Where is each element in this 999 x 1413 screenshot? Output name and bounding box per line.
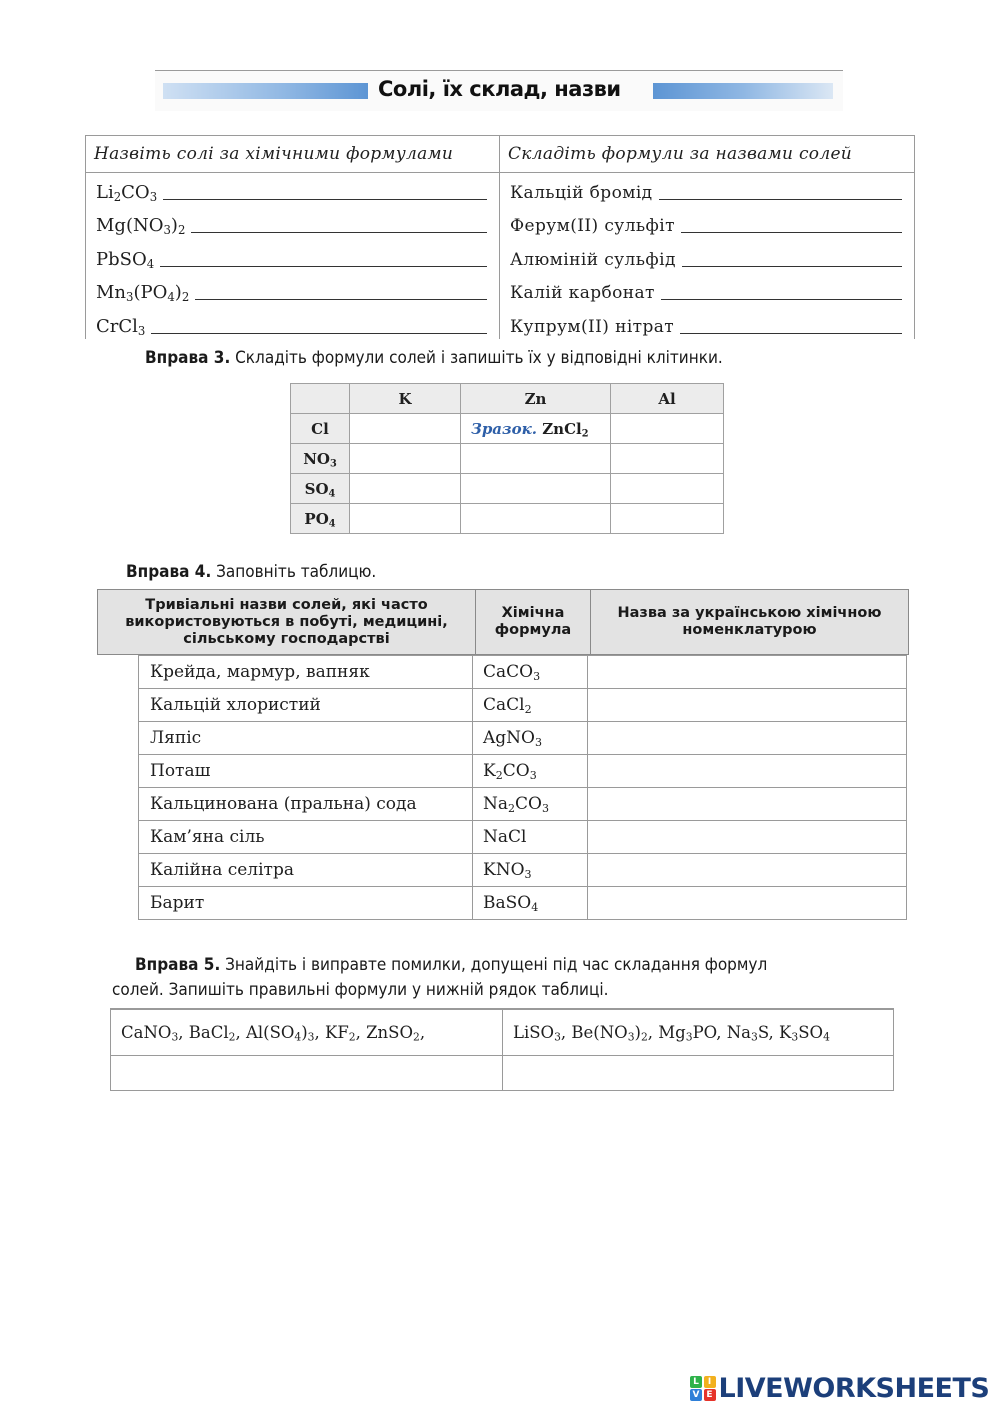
- header-trivial-names: Тривіальні назви солей, які часто використовуються в побуті, медицині, сільському господарстві: [98, 590, 476, 654]
- logo-tile: V: [690, 1389, 702, 1401]
- grid-header-row: [291, 384, 724, 414]
- answer-line[interactable]: [151, 333, 487, 334]
- answer-cell[interactable]: [611, 414, 724, 444]
- salt-name-label: Алюміній сульфід: [510, 249, 676, 270]
- formula-row: [86, 274, 499, 308]
- table-row: [139, 656, 907, 689]
- header-formula: Хімічна формула: [476, 590, 591, 654]
- salt-name-label: Купрум(II) нітрат: [510, 316, 675, 337]
- salt-name-label: Ферум(II) сульфіт: [510, 216, 675, 236]
- answer-cell[interactable]: [588, 821, 907, 854]
- chemical-formula: NaCl: [473, 821, 588, 854]
- answer-line[interactable]: [195, 299, 487, 300]
- salt-name-label: Калій карбонат: [510, 283, 655, 303]
- section-title-banner: [155, 70, 843, 111]
- liveworksheets-logo: [690, 1373, 989, 1404]
- salt-name-row: [500, 274, 914, 308]
- anion-header: $NO_3$: [291, 444, 350, 474]
- cation-header: Al: [611, 384, 724, 414]
- trivial-name: Калійна селітра: [139, 854, 473, 887]
- answer-line[interactable]: [681, 232, 902, 233]
- table-row: [139, 755, 907, 788]
- wrong-formulas-left: CaNO$_3$, BaCl$_2$, $Al(SO_4)_3$, $KF_2$, ZnSO$_2$,: [111, 1009, 503, 1056]
- error-correction-table: [110, 1008, 894, 1091]
- grid-row: [291, 474, 724, 504]
- exercise-instruction: Складіть формули солей і запишіть їх у відповідні клітинки.: [235, 348, 723, 368]
- salt-name-row: [500, 307, 914, 341]
- answer-cell[interactable]: [350, 414, 461, 444]
- exercise-5-instruction-cont: [112, 980, 609, 1000]
- chemical-formula: CaCl$_2$: [473, 689, 588, 722]
- sample-formula: ZnCl$_2$: [542, 419, 589, 439]
- answer-line[interactable]: [160, 266, 487, 267]
- grid-row: [291, 504, 724, 534]
- salt-name-row: [500, 240, 914, 274]
- exercise-label: Вправа 3.: [145, 348, 231, 368]
- answer-line[interactable]: [163, 199, 487, 200]
- banner-decoration-right: [653, 83, 833, 99]
- wrong-formulas-right: LiSO$_3$, $Be(NO_3)_2$, $Mg_3PO$, $Na_3S$, $K_3SO_4$: [503, 1009, 894, 1056]
- table-row: [139, 854, 907, 887]
- answer-line[interactable]: [661, 299, 902, 300]
- formula-row: [86, 240, 499, 274]
- trivial-name: Поташ: [139, 755, 473, 788]
- answer-cell[interactable]: [461, 474, 611, 504]
- answer-cell-left[interactable]: [111, 1056, 503, 1091]
- answer-cell[interactable]: [611, 504, 724, 534]
- names-formulas-table: [85, 135, 915, 339]
- trivial-name: Кам’яна сіль: [139, 821, 473, 854]
- cation-header: K: [350, 384, 461, 414]
- formula-label: CrCl$_3$: [96, 315, 146, 338]
- answer-cell-right[interactable]: [503, 1056, 894, 1091]
- answer-line[interactable]: [191, 232, 487, 233]
- column-header: Назвіть солі за хімічними формулами: [86, 136, 499, 173]
- answer-cell[interactable]: [611, 474, 724, 504]
- trivial-name: Кальцинована (пральна) сода: [139, 788, 473, 821]
- trivial-name: Кальцій хлористий: [139, 689, 473, 722]
- formula-label: $Li_2CO_3$: [96, 181, 158, 204]
- answer-line[interactable]: [680, 333, 902, 334]
- trivial-names-table-header: [97, 589, 909, 655]
- answer-cell[interactable]: [588, 656, 907, 689]
- chemical-formula: AgNO$_3$: [473, 722, 588, 755]
- table-row: [139, 722, 907, 755]
- answer-cell[interactable]: [350, 444, 461, 474]
- logo-text: LIVEWORKSHEETS: [718, 1373, 990, 1404]
- header-iupac-name: Назва за українською хімічною номенклатурою: [617, 605, 882, 638]
- formula-label: PbSO$_4$: [96, 248, 155, 271]
- formula-row: [86, 173, 499, 207]
- name-by-formula-column: [86, 136, 500, 339]
- answer-cell[interactable]: [588, 854, 907, 887]
- grid-row: [291, 444, 724, 474]
- exercise-4-heading: [126, 562, 376, 582]
- chemical-formula: $KNO_3$: [473, 854, 588, 887]
- cation-header: Zn: [461, 384, 611, 414]
- table-row: [139, 689, 907, 722]
- answer-line[interactable]: [682, 266, 902, 267]
- exercise-label: Вправа 5.: [135, 955, 221, 975]
- trivial-name: Крейда, мармур, вапняк: [139, 656, 473, 689]
- exercise-3-heading: [145, 348, 723, 368]
- answer-line[interactable]: [659, 199, 902, 200]
- anion-header: $SO_4$: [291, 474, 350, 504]
- chemical-formula: $Na_2CO_3$: [473, 788, 588, 821]
- answer-cell[interactable]: [588, 755, 907, 788]
- trivial-names-table: [138, 655, 907, 920]
- trivial-name: Ляпіс: [139, 722, 473, 755]
- sample-label: Зразок.: [471, 419, 537, 438]
- answer-cell[interactable]: [461, 444, 611, 474]
- grid-row: [291, 414, 724, 444]
- answer-cell[interactable]: [588, 689, 907, 722]
- table-row: [139, 887, 907, 920]
- table-row: [139, 788, 907, 821]
- answer-cell[interactable]: [588, 887, 907, 920]
- exercise-5-heading: [135, 955, 767, 975]
- formula-row: [86, 207, 499, 241]
- wrong-formulas-row: [111, 1009, 894, 1056]
- corrected-formulas-row: [111, 1056, 894, 1091]
- answer-cell[interactable]: [588, 722, 907, 755]
- logo-tile: E: [704, 1389, 716, 1401]
- answer-cell[interactable]: [350, 474, 461, 504]
- corner-cell: [291, 384, 350, 414]
- answer-cell[interactable]: [350, 504, 461, 534]
- chemical-formula: CaCO$_3$: [473, 656, 588, 689]
- exercise-instruction: Заповніть таблицю.: [216, 562, 377, 582]
- formula-label: $Mg(NO_3)_2$: [96, 215, 186, 237]
- formula-label: $Mn_3(PO_4)_2$: [96, 282, 190, 304]
- answer-cell[interactable]: [588, 788, 907, 821]
- banner-decoration-left: [163, 83, 368, 99]
- page-title: Солі, їх склад, назви: [378, 77, 621, 101]
- chemical-formula: $K_2CO_3$: [473, 755, 588, 788]
- logo-tile: L: [690, 1376, 702, 1388]
- logo-tile: I: [704, 1376, 716, 1388]
- formula-row: [86, 307, 499, 341]
- exercise-instruction: Знайдіть і виправте помилки, допущені під час складання формул: [225, 955, 768, 975]
- anion-header: $PO_4$: [291, 504, 350, 534]
- chemical-formula: BaSO$_4$: [473, 887, 588, 920]
- exercise-instruction: солей. Запишіть правильні формули у нижній рядок таблиці.: [112, 980, 609, 1000]
- formula-by-name-column: [500, 136, 914, 339]
- trivial-name: Барит: [139, 887, 473, 920]
- table-row: [139, 821, 907, 854]
- sample-cell: [461, 414, 611, 444]
- answer-cell[interactable]: [611, 444, 724, 474]
- exercise-label: Вправа 4.: [126, 562, 212, 582]
- column-header: Складіть формули за назвами солей: [500, 136, 914, 173]
- salt-name-label: Кальцій бромід: [510, 182, 653, 203]
- anion-header: Cl: [291, 414, 350, 444]
- salt-name-row: [500, 173, 914, 207]
- live-logo-icon: [690, 1376, 716, 1402]
- answer-cell[interactable]: [461, 504, 611, 534]
- salt-formula-grid: [290, 383, 724, 534]
- salt-name-row: [500, 207, 914, 241]
